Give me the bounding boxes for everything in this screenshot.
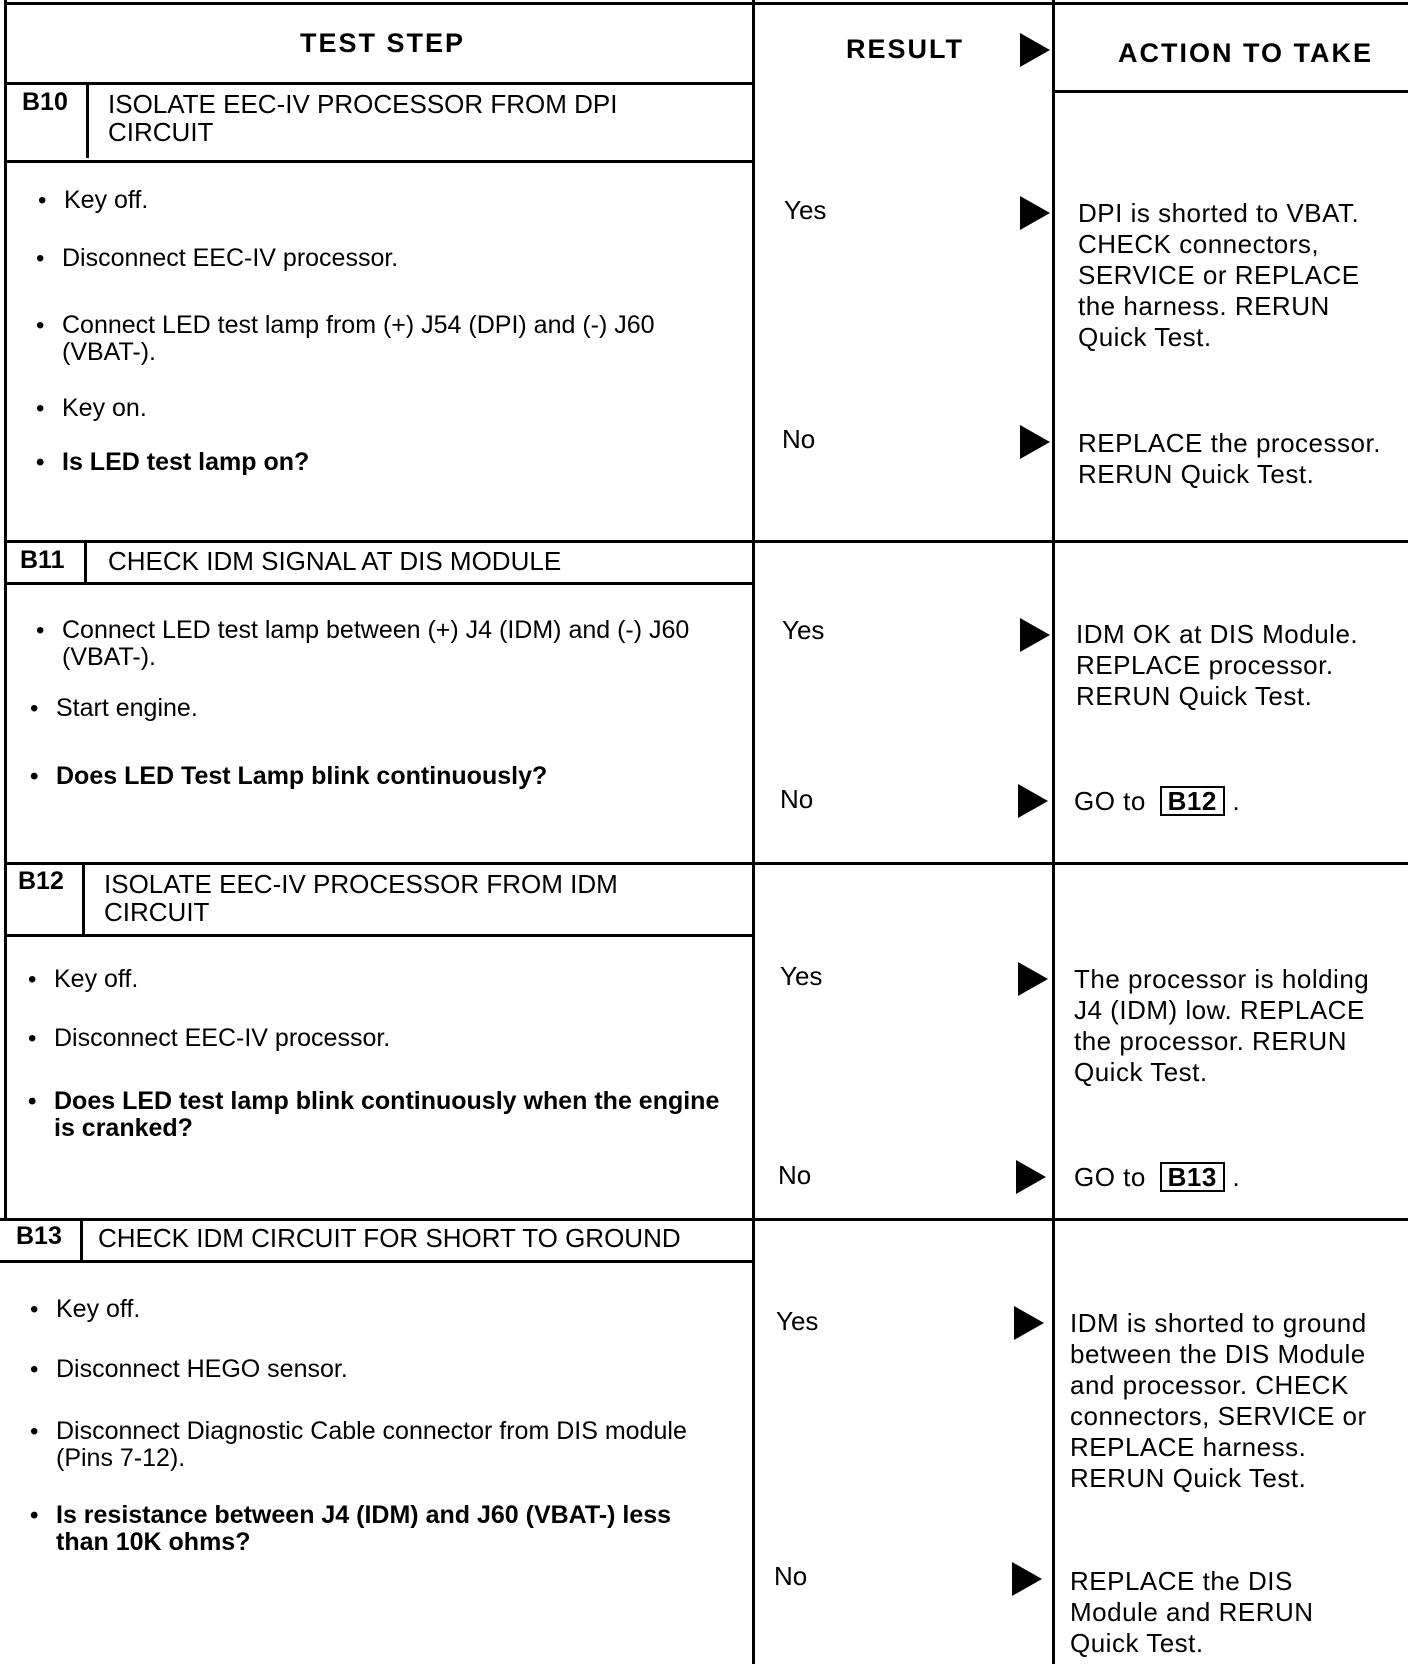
step-title-rule (0, 1260, 752, 1263)
column-divider-action (1052, 0, 1055, 1664)
result-yes: Yes (776, 1306, 819, 1336)
step-id: B12 (18, 867, 64, 895)
column-divider-result (752, 0, 755, 1664)
action-goto (1074, 786, 1386, 817)
goto-step-ref[interactable]: B12 (1160, 786, 1225, 816)
action-text: IDM OK at DIS Module. REPLACE processor. RERUN Quick Test. (1076, 619, 1359, 711)
action-text: REPLACE the DIS Module and RERUN Quick Test. (1070, 1566, 1314, 1658)
goto-suffix: . (1232, 1162, 1241, 1192)
step-instruction: • Disconnect EEC-IV processor. (28, 245, 688, 272)
step-id: B13 (16, 1222, 62, 1250)
result-yes: Yes (780, 961, 823, 991)
result-arrow-icon (1012, 1562, 1042, 1596)
step-title: ISOLATE EEC-IV PROCESSOR FROM IDM CIRCUIT (104, 869, 618, 927)
step-separator (0, 1218, 1408, 1221)
step-instruction: • Key off. (22, 1296, 682, 1323)
step-instruction: • Disconnect HEGO sensor. (22, 1356, 682, 1383)
goto-suffix: . (1232, 786, 1241, 816)
step-instruction: • Key on. (28, 395, 688, 422)
action-text: DPI is shorted to VBAT. CHECK connectors, SERVICE or REPLACE the harness. RERUN Quick Test. (1078, 198, 1360, 352)
step-question: • Does LED test lamp blink continuously when the engine is cranked? (20, 1088, 730, 1142)
goto-step-ref[interactable]: B13 (1160, 1162, 1225, 1192)
step-id-divider (86, 84, 89, 158)
step-instruction: • Connect LED test lamp between (+) J4 (IDM) and (-) J60 (VBAT-). (28, 617, 718, 671)
header-bottom-rule-action (1052, 90, 1408, 93)
step-instruction: • Key off. (20, 966, 680, 993)
step-id-divider (84, 542, 87, 584)
step-id-divider (82, 864, 85, 936)
step-title-rule (4, 582, 752, 585)
result-no: No (778, 1160, 812, 1190)
result-arrow-icon (1014, 1306, 1044, 1340)
step-id-divider (80, 1220, 83, 1262)
step-question: • Does LED Test Lamp blink continuously? (22, 763, 722, 790)
step-separator (4, 540, 1408, 543)
step-instruction: • Disconnect EEC-IV processor. (20, 1025, 680, 1052)
step-instruction: • Connect LED test lamp from (+) J54 (DPI) and (-) J60 (VBAT-). (28, 312, 708, 366)
result-arrow-icon (1018, 962, 1048, 996)
step-instruction: • Start engine. (22, 695, 682, 722)
table-top-border (4, 2, 1408, 5)
result-arrow-icon (1020, 618, 1050, 652)
action-text: The processor is holding J4 (IDM) low. REPLACE the processor. RERUN Quick Test. (1074, 964, 1370, 1087)
result-yes: Yes (782, 615, 825, 645)
step-id: B10 (22, 88, 68, 116)
step-title-rule (4, 160, 752, 163)
step-title-rule (4, 934, 752, 937)
header-result: RESULT (846, 34, 964, 64)
step-title: CHECK IDM SIGNAL AT DIS MODULE (108, 546, 562, 576)
goto-prefix: GO to (1074, 1162, 1146, 1192)
step-id: B11 (20, 546, 65, 574)
goto-prefix: GO to (1074, 786, 1146, 816)
action-goto (1074, 1162, 1386, 1193)
result-no: No (774, 1561, 808, 1591)
step-question: • Is LED test lamp on? (28, 449, 688, 476)
step-instruction: • Disconnect Diagnostic Cable connector from DIS module (Pins 7-12). (22, 1418, 712, 1472)
result-arrow-icon (1020, 425, 1050, 459)
header-test-step: TEST STEP (300, 28, 466, 58)
header-action: ACTION TO TAKE (1118, 38, 1373, 68)
step-question: • Is resistance between J4 (IDM) and J60 (VBAT-) less than 10K ohms? (22, 1502, 712, 1556)
result-no: No (782, 424, 816, 454)
header-arrow-icon (1020, 33, 1050, 67)
action-text: IDM is shorted to ground between the DIS Module and processor. CHECK connectors, SERVICE or REPLACE harness. RERUN Quick Test. (1070, 1308, 1367, 1493)
result-yes: Yes (784, 195, 827, 225)
step-title: ISOLATE EEC-IV PROCESSOR FROM DPI CIRCUIT (108, 89, 618, 147)
step-separator (4, 862, 1408, 865)
result-no: No (780, 784, 814, 814)
result-arrow-icon (1018, 784, 1048, 818)
header-bottom-rule (4, 82, 752, 85)
step-instruction: • Key off. (30, 187, 690, 214)
action-text: REPLACE the processor. RERUN Quick Test. (1078, 428, 1381, 489)
result-arrow-icon (1016, 1160, 1046, 1194)
step-title: CHECK IDM CIRCUIT FOR SHORT TO GROUND (98, 1223, 681, 1253)
result-arrow-icon (1020, 196, 1050, 230)
table-left-border (4, 0, 7, 1220)
